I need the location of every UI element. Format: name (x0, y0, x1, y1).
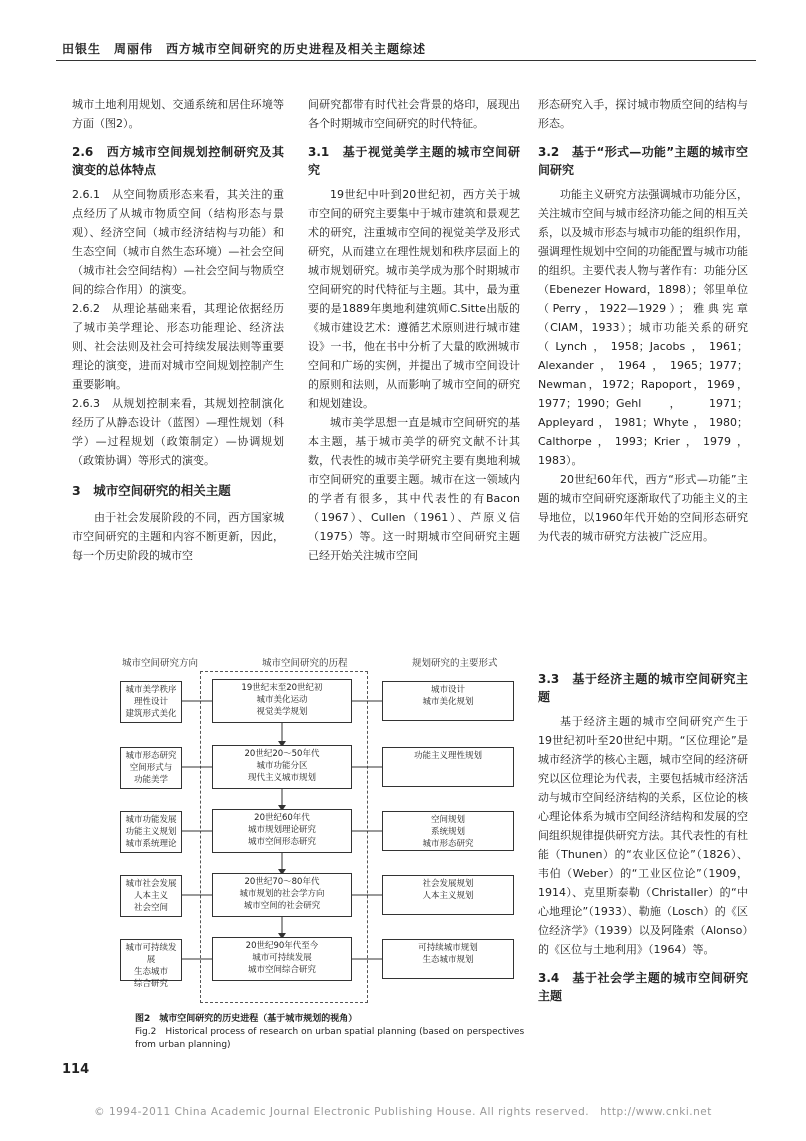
section-heading-2-6: 2.6 西方城市空间规划控制研究及其演变的总体特点 (72, 145, 284, 177)
figure-right-box: 可持续城市规划 生态城市规划 (382, 939, 514, 979)
column-2 (308, 95, 520, 565)
figure-right-box: 功能主义理性规划 (382, 747, 514, 787)
running-header: 田银生 周丽伟 西方城市空间研究的历史进程及相关主题综述 (62, 42, 427, 56)
paragraph: 形态研究入手，探讨城市物质空间的结构与形态。 (538, 98, 748, 130)
section-heading-3-4: 3.4 基于社会学主题的城市空间研究主题 (538, 971, 748, 1003)
header-rule (56, 60, 756, 61)
figure-caption-en: Fig.2 Historical process of research on urban spatial planning (based on perspectives from urban planning) (135, 1027, 525, 1050)
section-heading-3-3: 3.3 基于经济主题的城市空间研究主题 (538, 672, 748, 704)
paragraph: 城市美学思想一直是城市空间研究的基本主题，基于城市美学的研究文献不计其数，代表性的城市美学研究主要有奥地利城市空间研究的重要主题。城市在这一领域内的学者有很多，其中代表性的有Bacon（1967）、Cullen（1961）、芦原义信（1975）等。这一时期城市空间研究主题已经开始关注城市空间 (308, 416, 520, 562)
paragraph: 由于社会发展阶段的不同，西方国家城市空间研究的主题和内容不断更新，因此，每一个历史阶段的城市空 (72, 511, 284, 562)
figure-left-box: 城市功能发展 功能主义规划 城市系统理论 (120, 811, 182, 853)
figure-mid-box: 20世纪90年代至今 城市可持续发展 城市空间综合研究 (212, 937, 352, 981)
section-heading-3-2: 3.2 基于“形式—功能”主题的城市空间研究 (538, 145, 748, 177)
column-1 (72, 95, 284, 565)
column-3-lower (538, 660, 748, 1011)
paragraph: 城市土地利用规划、交通系统和居住环境等方面（图2）。 (72, 98, 284, 130)
copyright-footer: © 1994-2011 China Academic Journal Electronic Publishing House. All rights reserved. http://www.cnki.net (94, 1106, 712, 1118)
figure-mid-box: 20世纪20～50年代 城市功能分区 现代主义城市规划 (212, 745, 352, 789)
section-heading-3: 3 城市空间研究的相关主题 (72, 483, 231, 498)
figure-col-head-mid: 城市空间研究的历程 (262, 658, 348, 669)
figure-2 (112, 655, 522, 1005)
page-number: 114 (62, 1062, 90, 1077)
paragraph: 2.6.3 从规划控制来看，其规划控制演化经历了从静态设计（蓝图）—理性规划（科学）—过程规划（政策制定）—协调规划（政策协调）等形式的演变。 (72, 397, 284, 467)
figure-left-box: 城市社会发展 人本主义 社会空间 (120, 875, 182, 917)
figure-caption-zh: 图2 城市空间研究的历史进程（基于城市规划的视角） (135, 1014, 358, 1024)
paragraph: 基于经济主题的城市空间研究产生于19世纪初叶至20世纪中期。“区位理论”是城市经济学的核心主题，城市空间的经济研究以区位理论为代表，主要包括城市经济活动与城市空间经济结构的关系，区位论的核心理论体系为城市空间经济结构和发展的空间组织规律提供研究方法。其代表性的有杜能（Thunen）的“农业区位论”（1826）、韦伯（Weber）的“工业区位论”（1909，1914）、克里斯泰勒（Christaller）的“中心地理论”（1933）、勒施（Losch）的《区位经济学》（1939）以及阿隆索（Alonso）的《区位与土地利用》（1964）等。 (538, 715, 748, 956)
figure-col-head-right: 规划研究的主要形式 (412, 658, 498, 669)
figure-mid-box: 20世纪60年代 城市规划理论研究 城市空间形态研究 (212, 809, 352, 853)
paragraph: 2.6.2 从理论基础来看，其理论依据经历了城市美学理论、形态功能理论、经济法则、社会法则及社会可持续发展法则等重要理论的演变，进而对城市空间规划控制产生重要影响。 (72, 302, 284, 391)
paragraph: 2.6.1 从空间物质形态来看，其关注的重点经历了从城市物质空间（结构形态与景观）、经济空间（城市经济结构与功能）和生态空间（城市自然生态环境）—社会空间（城市社会空间结构）—社会空间与物质空间的综合作用）的演变。 (72, 188, 284, 296)
paragraph: 19世纪中叶到20世纪初，西方关于城市空间的研究主要集中于城市建筑和景观艺术的研究，注重城市空间的视觉美学及形式研究，从而建立在理性规划和秩序层面上的城市规划研究。城市美学成为那个时期城市空间研究的时代特征与主题。其中，最为重要的是1889年奥地利建筑师C.Sitte出版的《城市建设艺术：遵循艺术原则进行城市建设》一书，他在书中分析了大量的欧洲城市空间和广场的实例，并提出了城市空间设计的原则和法则，从而影响了城市空间的研究和规划建设。 (308, 188, 520, 410)
section-heading-3-1: 3.1 基于视觉美学主题的城市空间研究 (308, 145, 520, 177)
column-3 (538, 95, 748, 546)
paragraph: 间研究都带有时代社会背景的烙印，展现出各个时期城市空间研究的时代特征。 (308, 98, 520, 130)
figure-right-box: 社会发展规划 人本主义规划 (382, 875, 514, 915)
paragraph: 功能主义研究方法强调城市功能分区，关注城市空间与城市经济功能之间的相互关系，以及城市形态与城市功能的组织作用，强调理性规划中空间的功能配置与城市功能的组织。主要代表人物与著作有：功能分区（Ebenezer Howard，1898）；邻里单位（Perry，1922—1929）；雅典宪章（CIAM，1933）；城市功能关系的研究（Lynch，1958；Jacobs，1961；Alexander，1964，1965；1977；Newman，1972；Rapoport，1969，1977；1990；Gehl，1971；Appleyard，1981；Whyte，1980；Calthorpe，1993；Krier，1979，1983）。 (538, 188, 748, 467)
figure-left-box: 城市美学秩序 理性设计 建筑形式美化 (120, 681, 182, 723)
figure-col-head-left: 城市空间研究方向 (122, 658, 199, 669)
paragraph: 20世纪60年代，西方“形式—功能”主题的城市空间研究逐渐取代了功能主义的主导地位，以1960年代开始的空间形态研究为代表的城市研究方法被广泛应用。 (538, 473, 748, 543)
figure-mid-box: 19世纪末至20世纪初 城市美化运动 视觉美学规划 (212, 679, 352, 723)
figure-right-box: 空间规划 系统规划 城市形态研究 (382, 811, 514, 851)
figure-left-box: 城市可持续发展 生态城市 综合研究 (120, 939, 182, 981)
figure-mid-box: 20世纪70～80年代 城市规划的社会学方向 城市空间的社会研究 (212, 873, 352, 917)
figure-left-box: 城市形态研究 空间形式与 功能美学 (120, 747, 182, 789)
figure-right-box: 城市设计 城市美化规划 (382, 681, 514, 721)
figure-caption (135, 1013, 525, 1052)
